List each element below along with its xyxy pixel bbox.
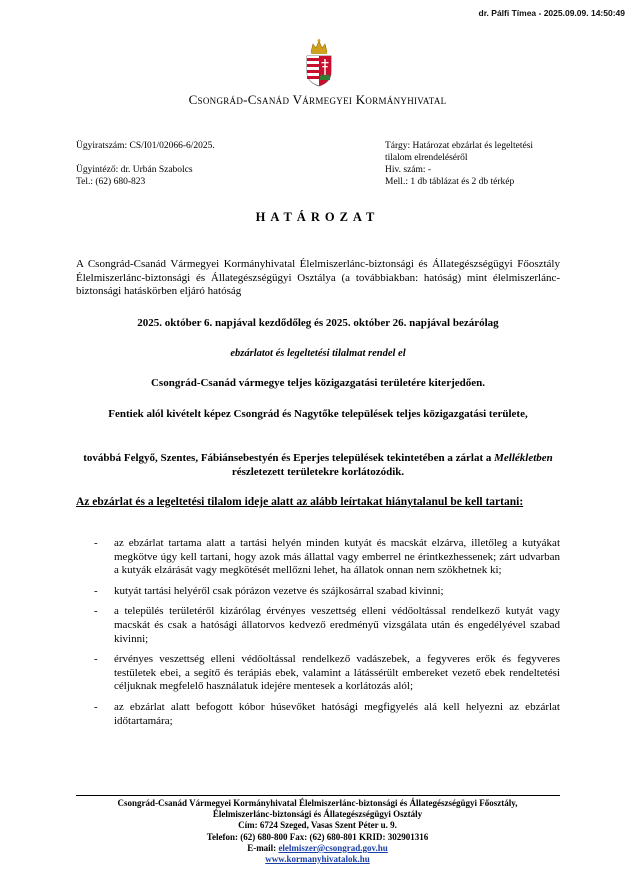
order-statement: ebzárlatot és legeltetési tilalmat rendel el	[230, 348, 406, 359]
signature-timestamp: dr. Pálfi Tímea - 2025.09.09. 14:50:49	[478, 8, 625, 18]
case-meta-right	[385, 140, 585, 188]
bullet-dash: -	[94, 700, 98, 713]
subject-line2: tilalom elrendeléséről	[385, 153, 468, 163]
footer-contacts: Telefon: (62) 680-800 Fax: (62) 680-801 KRID: 302901316	[206, 831, 429, 842]
rules-list	[76, 537, 560, 728]
footer-email-row	[60, 843, 575, 854]
bullet-dash: -	[94, 605, 98, 618]
hungarian-coat-of-arms-icon	[304, 38, 334, 88]
rule-text: kutyát tartási helyéről csak pórázon vezetve és szájkosárral szabad kivinni;	[114, 584, 444, 597]
rules-heading: Az ebzárlat és a legeltetési tilalom ideje alatt az alább leírtakat hiánytalanul be kell tartani:	[76, 496, 524, 508]
list-item	[76, 653, 560, 694]
rule-text: az ebzárlat tartama alatt a tartási helyén minden kutyát és macskát elzárva, illetőleg a kutyákat megkötve úgy kell tartani, hogy azok más állattal vagy emberrel ne érintkezhessenek; zárt udvarban a kutyák elzárását vagy megkötését mellőzni lehet, ha állatok onnan nem szökhetnek ki;	[114, 537, 560, 577]
bullet-dash: -	[94, 537, 98, 549]
validity-dates: 2025. október 6. napjával kezdődőleg és 2025. október 26. napjával bezárólag	[137, 317, 499, 329]
subject-line1: Tárgy: Határozat ebzárlat és legeltetési	[385, 141, 534, 151]
further-text-a: továbbá Felgyő, Szentes, Fábiánsebestyén és Eperjes települések tekintetében a zárlat a	[83, 452, 492, 464]
administrator: Ügyintéző: dr. Urbán Szabolcs	[76, 165, 193, 175]
document-title: HATÁROZAT	[255, 210, 380, 224]
further-text-c: részletezett területekre korlátozódik.	[231, 465, 405, 478]
case-number: Ügyiratszám: CS/I01/02066-6/2025.	[76, 141, 215, 151]
attachment-info: Mell.: 1 db táblázat és 2 db térkép	[385, 177, 515, 187]
phone: Tel.: (62) 680-823	[76, 177, 146, 187]
footer-email-label: E-mail:	[247, 842, 279, 853]
list-item	[76, 585, 560, 599]
intro-paragraph: A Csongrád-Csanád Vármegyei Kormányhivatal Élelmiszerlánc-biztonsági és Állategészségügyi Főosztály Élelmiszerlánc-biztonsági és Állategészségügyi Osztálya (a továbbiakban: hatóság) mint élelmiszerlánc-biztonsági hatáskörben eljáró hatóság	[76, 258, 560, 298]
exception-statement: Fentiek alól kivételt képez Csongrád és Nagytőke települések teljes közigazgatási területe,	[108, 408, 528, 420]
footer-org-line2: Élelmiszerlánc-biztonsági és Állategészségügyi Osztály	[212, 809, 423, 820]
bullet-dash: -	[94, 584, 98, 597]
further-statement	[76, 452, 560, 479]
case-meta-left	[76, 140, 326, 188]
footer-website-link[interactable]: www.kormanyhivatalok.hu	[265, 854, 370, 865]
organization-name: Csongrád-Csanád Vármegyei Kormányhivatal	[188, 92, 447, 107]
footer	[60, 798, 575, 865]
attachment-reference: Mellékletben	[494, 452, 553, 464]
rule-text: érvényes veszettség elleni védőoltással rendelkező vadászebek, a fegyveres erők és fegyveres testületek ebei, a segítő és terápiás ebek, valamint a látássérült embereket vezető ebek rendeltetési céljuknak megfelelő használatuk idejére mentesek a korlátozás alól;	[114, 653, 560, 693]
list-item	[76, 537, 560, 578]
footer-org-line1: Csongrád-Csanád Vármegyei Kormányhivatal Élelmiszerlánc-biztonsági és Állategészségügyi Főosztály,	[117, 798, 518, 808]
rules-list-container	[76, 537, 560, 735]
reference-number: Hiv. szám: -	[385, 165, 432, 175]
list-item	[76, 701, 560, 728]
scope-statement: Csongrád-Csanád vármegye teljes közigazgatási területére kiterjedően.	[150, 377, 485, 389]
footer-divider	[76, 795, 560, 796]
list-item	[76, 605, 560, 646]
footer-email-link[interactable]: elelmiszer@csongrad.gov.hu	[278, 842, 388, 853]
rule-text: a település területéről kizárólag érvényes veszettség elleni védőoltással rendelkező kutyát vagy macskát és csak a hatósági állatorvos kedvező eredményű vizsgálata után és engedélyével szabad kivinni;	[114, 605, 560, 645]
footer-address: Cím: 6724 Szeged, Vasas Szent Péter u. 9.	[238, 820, 397, 831]
bullet-dash: -	[94, 653, 98, 666]
rule-text: az ebzárlat alatt befogott kóbor húsevőket hatósági megfigyelés alá kell helyezni az ebzárlat időtartamára;	[114, 700, 560, 727]
